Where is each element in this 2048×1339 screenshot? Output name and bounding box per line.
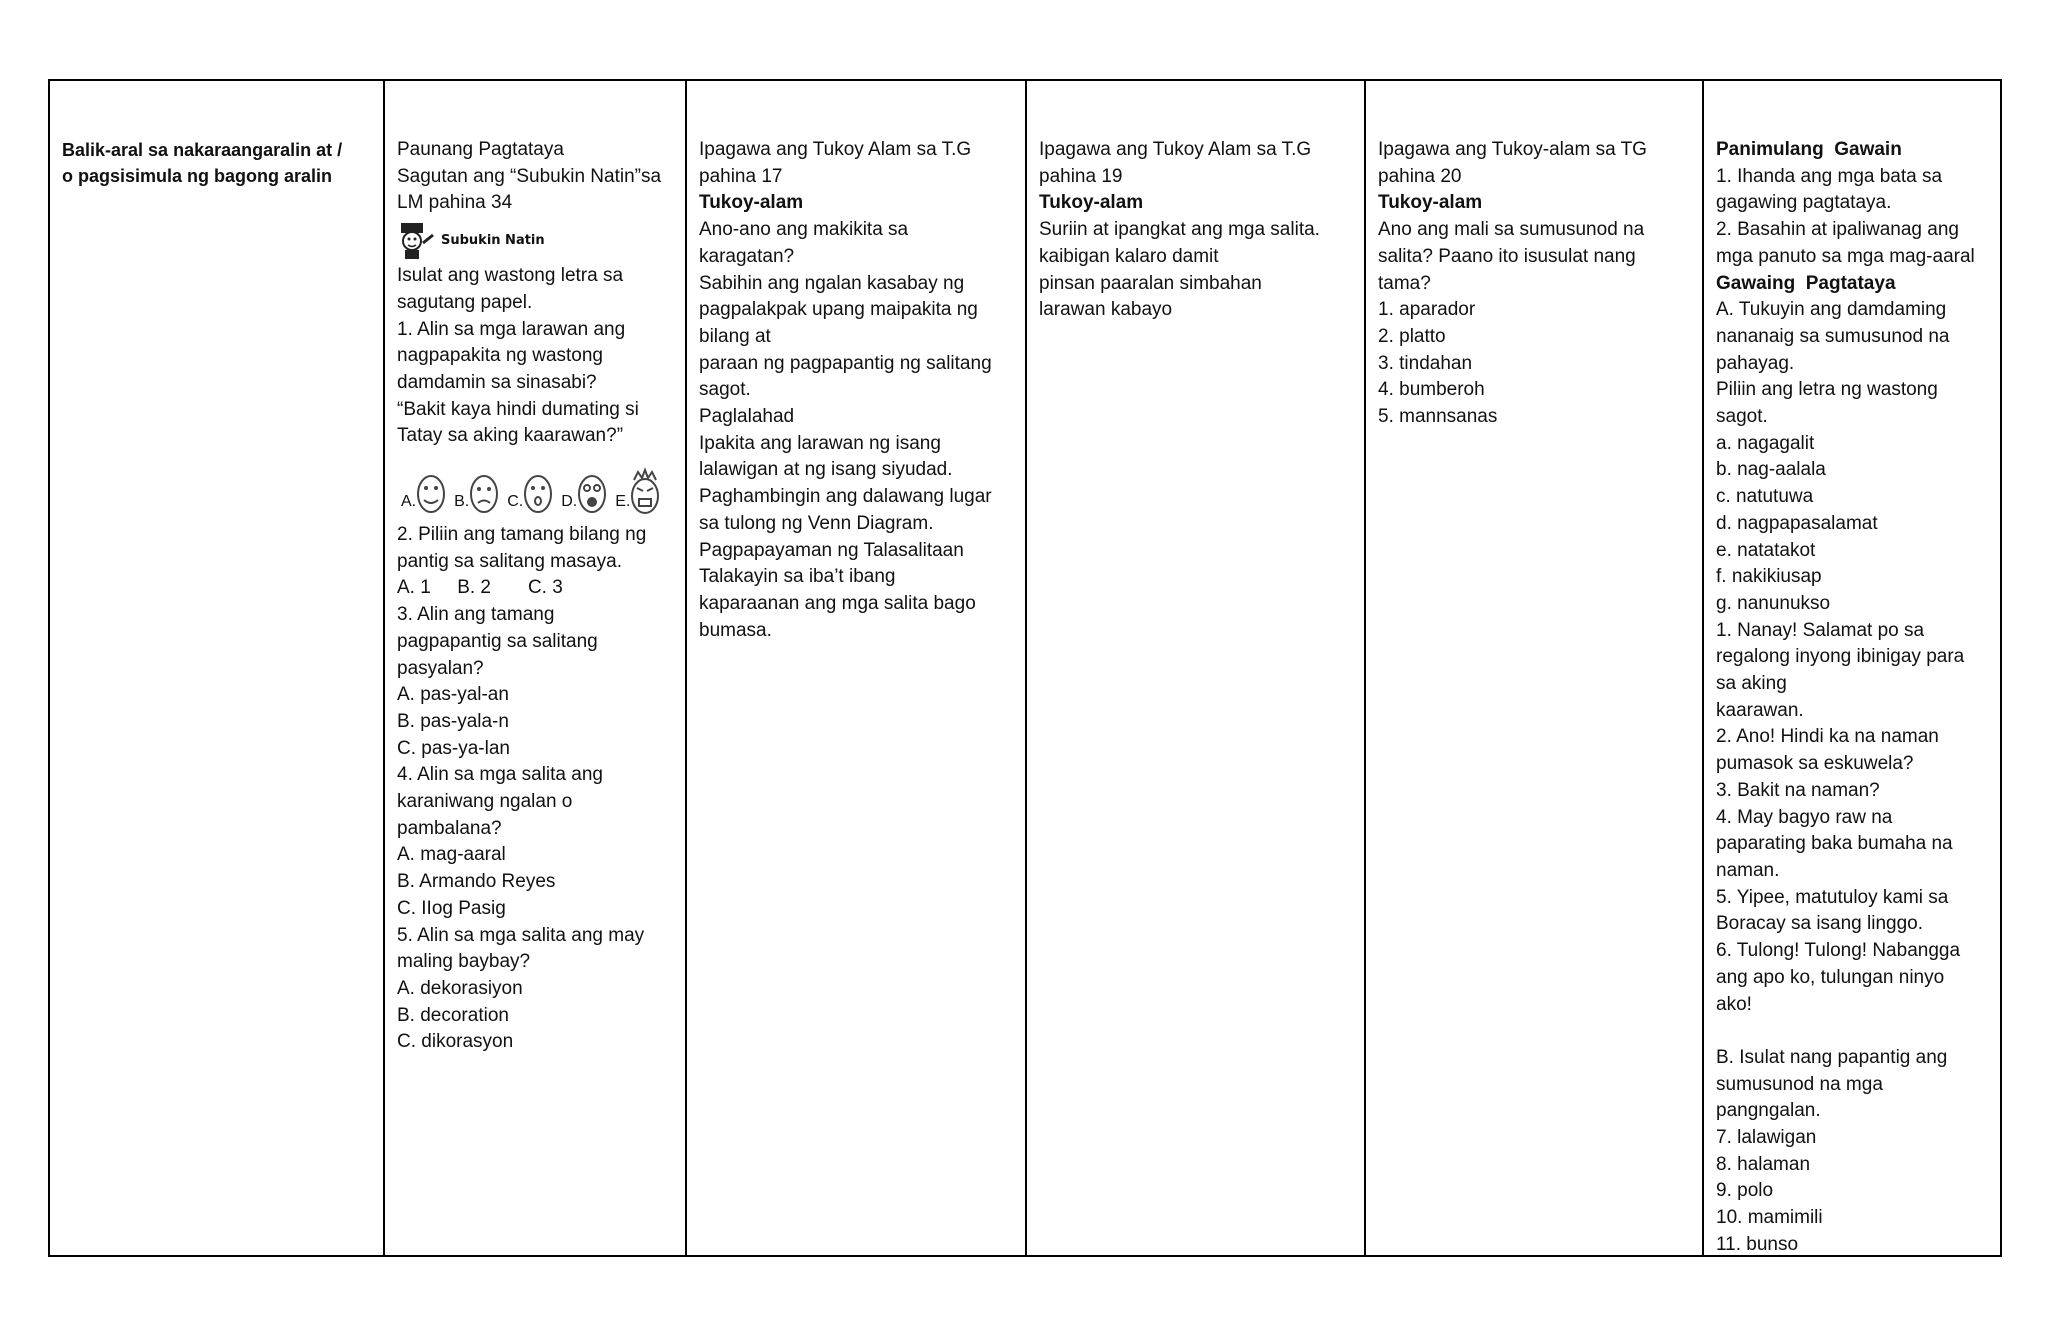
column-tukoy-alam-19 [1027,81,1366,1255]
text-line: pahina 19 [1039,165,1123,187]
face-option-a [401,466,448,516]
question-line: pambalana? [397,817,502,839]
question-line: karaniwang ngalan o [397,791,573,813]
text-line: d. nagpapasalamat [1716,512,1878,534]
text-line: naman. [1716,859,1780,881]
column-panimulang-gawain [1704,81,2000,1255]
text-line: 2. Basahin at ipaliwanag ang [1716,219,1959,241]
text-line: lalawigan at ng isang siyudad. [699,459,953,481]
text-line: Paglalahad [699,406,795,428]
worried-face-icon [467,466,501,516]
text-line: gagawing pagtataya. [1716,192,1892,214]
review-heading-line-2: o pagsisimula ng bagong aralin [62,166,333,186]
column-pretest [385,81,687,1255]
text-line: pahina 17 [699,165,783,187]
text-line: pinsan paaralan simbahan [1039,272,1262,294]
text-line: pumasok sa eskuwela? [1716,753,1914,775]
text-line: Suriin at ipangkat ang mga salita. [1039,219,1320,241]
text-line: g. nanunukso [1716,592,1831,614]
text-line: ang apo ko, tulungan ninyo [1716,966,1945,988]
text-line: 4. bumberoh [1378,379,1485,401]
text-line: bumasa. [699,619,772,641]
pretest-intro-line: Sagutan ang “Subukin Natin”sa [397,165,662,187]
question-line: 3. Alin ang tamang [397,604,555,626]
text-line: e. natatakot [1716,539,1816,561]
text-line: a. nagagalit [1716,432,1815,454]
text-line: tama? [1378,272,1431,294]
text-line: sagot. [699,379,751,401]
section-heading: Panimulang Gawain [1716,139,1902,160]
text-line: karagatan? [699,245,795,267]
question-line: pasyalan? [397,657,484,679]
section-heading: Gawaing Pagtataya [1716,272,1896,294]
pretest-intro-line: LM pahina 34 [397,192,513,214]
text-line: 3. tindahan [1378,352,1473,374]
pretest-intro-line: Paunang Pagtataya [397,139,564,160]
text-line: 10. mamimili [1716,1207,1823,1229]
question-line: C. IIog Pasig [397,897,506,919]
face-option-e [615,466,662,516]
question-line: 5. Alin sa mga salita ang may [397,924,645,946]
text-line: Ipagawa ang Tukoy Alam sa T.G [1039,139,1312,160]
text-line: Ipakita ang larawan ng isang [699,432,941,454]
text-line: larawan kabayo [1039,299,1173,321]
text-line: c. natutuwa [1716,486,1814,508]
text-line: Piliin ang letra ng wastong [1716,379,1938,401]
surprised-face-icon [521,466,555,516]
question-line: maling baybay? [397,951,531,973]
text-line: Boracay sa isang linggo. [1716,913,1924,935]
question-line: pagpapantig sa salitang [397,630,598,652]
q1-line: Isulat ang wastong letra sa [397,265,624,287]
text-line: ako! [1716,993,1752,1015]
question-line: 4. Alin sa mga salita ang [397,764,603,786]
question-line: A. 1 B. 2 C. 3 [397,577,563,599]
text-line: 11. bunso [1716,1233,1799,1255]
question-line: A. dekorasiyon [397,977,523,999]
review-heading-line-1: Balik-aral sa nakaraangaralin at / [62,140,343,160]
question-line: A. pas-yal-an [397,684,509,706]
text-line: pagpalakpak upang maipakita ng [699,299,978,321]
text-line: 3. Bakit na naman? [1716,779,1880,801]
question-line: pantig sa salitang masaya. [397,550,622,572]
text-line: 5. mannsanas [1378,406,1498,428]
column-tukoy-alam-17 [687,81,1027,1255]
text-line: kaparaanan ang mga salita bago [699,592,976,614]
text-line: Ipagawa ang Tukoy Alam sa T.G [699,139,972,160]
text-line: 4. May bagyo raw na [1716,806,1893,828]
face-option-b [454,466,501,516]
text-line: 9. polo [1716,1180,1774,1202]
text-line: sa aking [1716,673,1787,695]
face-label: E. [615,493,631,511]
smiling-face-icon [414,466,448,516]
section-heading: Tukoy-alam [699,192,804,214]
text-line: A. Tukuyin ang damdaming [1716,299,1947,321]
face-label: D. [561,493,578,511]
text-line: Ano ang mali sa sumusunod na [1378,219,1645,241]
q1-line: damdamin sa sinasabi? [397,371,597,393]
text-line: Pagpapayaman ng Talasalitaan [699,539,964,561]
text-line: 1. aparador [1378,299,1476,321]
text-line: pangngalan. [1716,1100,1821,1122]
subukin-natin-logo [397,219,673,263]
question-line: B. decoration [397,1004,509,1026]
text-line: f. nakikiusap [1716,566,1822,588]
q1-line: sagutang papel. [397,291,533,313]
text-line: 2. Ano! Hindi ka na naman [1716,726,1939,748]
text-line: salita? Paano ito isusulat nang [1378,245,1636,267]
text-line: sagot. [1716,406,1768,428]
text-line [1716,1018,1988,1045]
text-line: 8. halaman [1716,1153,1811,1175]
pencil-character-icon [397,221,437,261]
text-line: kaarawan. [1716,699,1804,721]
text-line: nananaig sa sumusunod na [1716,325,1950,347]
text-line: B. Isulat nang papantig ang [1716,1046,1948,1068]
text-line: Paghambingin ang dalawang lugar [699,486,992,508]
question-line: 2. Piliin ang tamang bilang ng [397,524,647,546]
q1-line: Tatay sa aking kaarawan?” [397,425,624,447]
text-line: Talakayin sa iba’t ibang [699,566,896,588]
q1-line: 1. Alin sa mga larawan ang [397,318,626,340]
column-tukoy-alam-20 [1366,81,1704,1255]
text-line: 2. platto [1378,325,1446,347]
question-line: C. dikorasyon [397,1031,514,1053]
text-line: regalong inyong ibinigay para [1716,646,1965,668]
text-line: b. nag-aalala [1716,459,1826,481]
section-heading: Tukoy-alam [1039,192,1144,214]
text-line: sumusunod na mga [1716,1073,1883,1095]
column-review [50,81,385,1255]
text-line: 5. Yipee, matutuloy kami sa [1716,886,1949,908]
text-line: 1. Ihanda ang mga bata sa [1716,165,1943,187]
text-line: paraan ng pagpapantig ng salitang [699,352,992,374]
text-line: Ano-ano ang makikita sa [699,219,909,241]
angry-face-icon [628,466,662,516]
question-line: B. Armando Reyes [397,871,556,893]
question-line: B. pas-yala-n [397,710,509,732]
text-line: mga panuto sa mga mag-aaral [1716,245,1975,267]
question-line: C. pas-ya-lan [397,737,510,759]
face-option-d [561,466,609,516]
text-line: Sabihin ang ngalan kasabay ng [699,272,965,294]
text-line: 7. lalawigan [1716,1127,1817,1148]
q1-line: “Bakit kaya hindi dumating si [397,398,639,420]
text-line: paparating baka bumaha na [1716,833,1953,855]
text-line: bilang at [699,325,771,347]
text-line: kaibigan kalaro damit [1039,245,1219,267]
face-label: B. [454,493,470,511]
text-line: 1. Nanay! Salamat po sa [1716,619,1925,641]
face-option-c [507,466,555,516]
q1-line: nagpapakita ng wastong [397,345,603,367]
logo-text: Subukin Natin [441,232,545,248]
text-line: Ipagawa ang Tukoy-alam sa TG [1378,139,1647,160]
section-heading: Tukoy-alam [1378,192,1483,214]
text-line: pahina 20 [1378,165,1462,187]
text-line: pahayag. [1716,352,1795,374]
face-label: C. [507,493,524,511]
text-line: sa tulong ng Venn Diagram. [699,512,934,534]
face-label: A. [401,493,417,511]
question-line: A. mag-aaral [397,844,506,866]
emotion-faces [401,454,673,516]
scared-face-icon [575,466,609,516]
text-line: 6. Tulong! Tulong! Nabangga [1716,940,1961,962]
lesson-plan-table [48,79,2002,1257]
